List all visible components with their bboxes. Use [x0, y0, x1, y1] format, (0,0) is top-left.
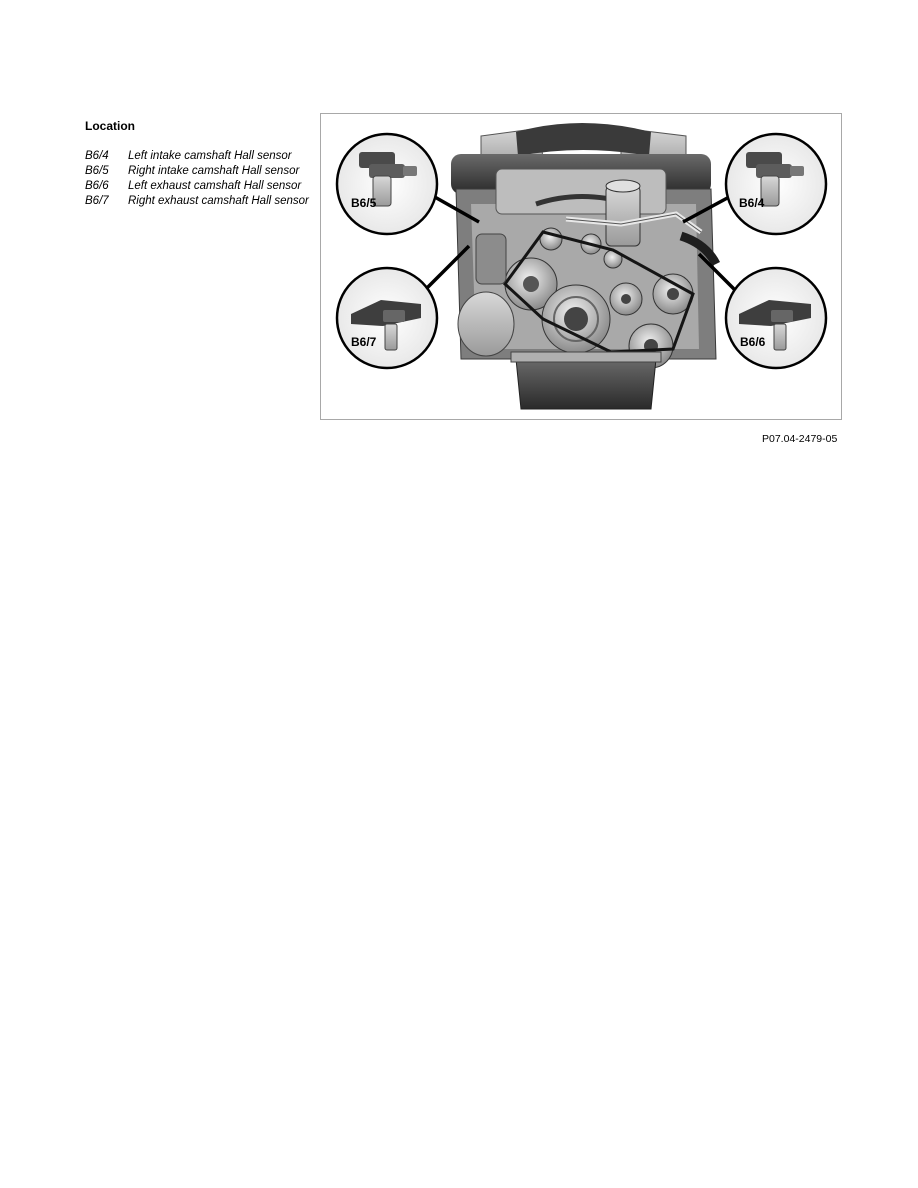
section-heading: Location	[85, 119, 135, 133]
legend-description: Right intake camshaft Hall sensor	[128, 165, 300, 177]
figure-caption: P07.04-2479-05	[762, 433, 838, 445]
legend-code: B6/5	[85, 165, 109, 177]
legend-description: Left exhaust camshaft Hall sensor	[128, 180, 302, 192]
legend-item	[85, 180, 309, 195]
sensor-callout	[337, 268, 437, 368]
legend-code: B6/6	[85, 180, 109, 192]
legend-description: Right exhaust camshaft Hall sensor	[128, 195, 309, 207]
legend-code: B6/7	[85, 195, 109, 207]
callout-label: B6/6	[740, 335, 766, 349]
legend-code: B6/4	[85, 150, 109, 162]
sensor-callout	[726, 268, 826, 368]
callout-label: B6/4	[739, 196, 765, 210]
legend-description: Left intake camshaft Hall sensor	[128, 150, 292, 162]
callout-label: B6/5	[351, 196, 377, 210]
engine-illustration	[321, 114, 841, 419]
legend-item	[85, 165, 309, 180]
legend-item	[85, 195, 309, 210]
callout-label: B6/7	[351, 335, 377, 349]
sensor-callout	[726, 134, 826, 234]
sensor-callout	[337, 134, 437, 234]
engine-body	[451, 123, 716, 409]
sensor-legend	[85, 150, 309, 210]
legend-item	[85, 150, 309, 165]
engine-figure	[320, 113, 842, 420]
